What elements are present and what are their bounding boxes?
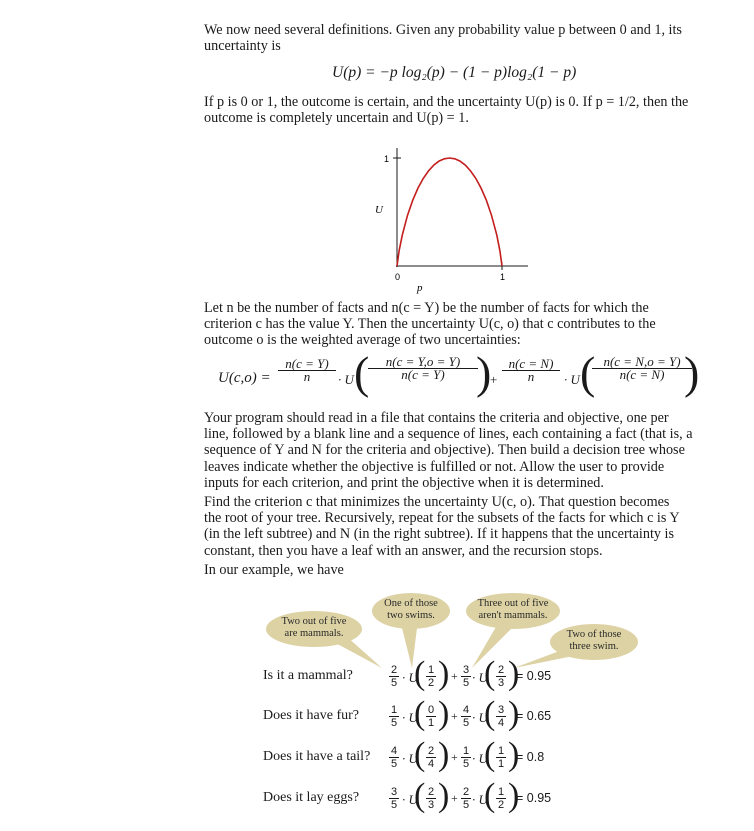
dot-u: · U [402,751,418,766]
uncertainty-formula: U(p) = −p log₂(p) − (1 − p)log₂(1 − p) [332,64,577,81]
recursion-line-3: (in the left subtree) and N (in the right subtree). If it happens that the uncertainty is [204,526,675,543]
inner-fraction-a-num: 2 [427,786,435,798]
weight-fraction-a-num: 4 [390,745,398,757]
certainty-line-1: If p is 0 or 1, the outcome is certain, and the uncertainty U(p) is 0. If p = 1/2, then the [204,94,689,110]
weight-fraction-a-den: 5 [390,758,398,770]
program-line-5: inputs for each criterion, and print the objective when it is determined. [204,474,604,491]
program-line-2: line, followed by a blank line and a sequence of lines, each containing a fact (that is, a [204,426,693,443]
weight-fraction-a [389,786,399,811]
weight-fraction-b-den: 5 [462,717,470,729]
rparen: ) [438,655,450,692]
weight-fraction-b-num: 2 [462,786,470,798]
weight-2-num: n(c = N) [508,356,554,371]
example-intro: In our example, we have [204,562,344,578]
weight-fraction-a-den: 5 [390,717,398,729]
weight-fraction-a-den: 5 [390,799,398,811]
formula-lhs: U(c,o) = [218,370,271,386]
weight-fraction-b [461,664,471,689]
callout-b3-line2: aren't mammals. [478,610,548,621]
lparen: ( [484,777,496,814]
weight-fraction-b [461,786,471,811]
plus-sign: + [451,709,458,723]
inner-fraction-b [496,704,506,729]
inner-fraction-b-den: 3 [497,677,505,689]
lparen: ( [484,655,496,692]
dot-u: · U [472,792,488,807]
definition-line-1: Let n be the number of facts and n(c = Y) be the number of facts for which the [204,300,649,316]
inner-fraction-a-den: 1 [427,717,435,729]
lparen: ( [414,655,426,692]
program-line-4: leaves indicate whether the objective is fulfilled or not. Allow the user to provide [204,458,665,475]
inner-fraction-a-num: 0 [427,704,435,716]
recursion-line-1: Find the criterion c that minimizes the uncertainty U(c, o). That question becomes [204,494,670,510]
question-text: Does it have a tail? [263,749,371,764]
weight-fraction-a [389,664,399,689]
intro-line-2: uncertainty is [204,38,281,55]
plus-sign: + [451,791,458,805]
weight-fraction-b-den: 5 [462,758,470,770]
inner-fraction-a [426,704,436,729]
inner-2-den: n(c = N) [619,367,665,382]
dot-u: · U [472,751,488,766]
inner-fraction-b-num: 1 [497,745,505,757]
inner-fraction-a-num: 1 [427,664,435,676]
result-value: = 0.95 [516,669,552,683]
callout-two-of-those [550,624,638,660]
callout-b1-line1: Two out of five [281,616,347,627]
weight-fraction-a-num: 2 [390,664,398,676]
dot-u: · U [402,710,418,725]
weight-1-den: n [303,369,311,384]
dot-u: · U [472,670,488,685]
weight-2-den: n [527,369,535,384]
intro-line-1: We now need several definitions. Given any probability value p between 0 and 1, its [204,22,682,38]
inner-fraction-a-den: 4 [427,758,435,770]
weight-fraction-a-num: 3 [390,786,398,798]
callout-three-out-of-five [466,593,560,629]
callout-b2-line2: two swims. [387,610,435,621]
rparen-1: ) [476,347,492,398]
weight-fraction-a-den: 5 [390,677,398,689]
program-line-3: sequence of Y and N for the criteria and objective). Then build a decision tree whose [204,442,685,459]
callout-b1-line2: are mammals. [284,628,344,639]
result-value: = 0.8 [516,750,545,764]
callout-b4-line2: three swim. [569,641,619,652]
lparen: ( [414,695,426,732]
callout-one-of-those [372,593,450,629]
weight-fraction-b [461,745,471,770]
inner-fraction-b-num: 2 [497,664,505,676]
rparen: ) [438,736,450,773]
callout-b4-line1: Two of those [566,629,622,640]
inner-fraction-a-den: 2 [427,677,435,689]
rparen: ) [508,777,520,814]
plus-sign: + [451,750,458,764]
weight-1-num: n(c = Y) [285,356,329,371]
weight-fraction-a-num: 1 [390,704,398,716]
inner-fraction-a [426,664,436,689]
question-text: Does it lay eggs? [263,790,360,805]
dot-u-1: · U [338,372,354,387]
weight-fraction-b-num: 4 [462,704,470,716]
certainty-line-2: outcome is completely uncertain and U(p) = 1. [204,110,469,127]
definition-line-2: criterion c has the value Y. Then the uncertainty U(c, o) that c contributes to the [204,316,656,333]
dot-u: · U [402,670,418,685]
callout-two-out-of-five [266,611,362,647]
callout-b2-line1: One of those [384,598,438,609]
inner-fraction-b-den: 2 [497,799,505,811]
rparen: ) [508,655,520,692]
inner-fraction-a-num: 2 [427,745,435,757]
dot-u: · U [472,710,488,725]
program-line-1: Your program should read in a file that contains the criteria and objective, one per [204,410,669,426]
recursion-line-4: constant, then you have a leaf with an answer, and the recursion stops. [204,542,603,559]
weight-fraction-b-num: 1 [462,745,470,757]
inner-fraction-b-num: 1 [497,786,505,798]
weight-fraction-b-den: 5 [462,799,470,811]
rparen-2: ) [684,347,700,398]
inner-fraction-b [496,786,506,811]
recursion-line-2: the root of your tree. Recursively, repeat for the subsets of the facts for which c is Y [204,510,680,527]
inner-fraction-a-den: 3 [427,799,435,811]
y-axis-label: U [375,204,383,216]
lparen: ( [484,736,496,773]
dot-u: · U [402,792,418,807]
weight-fraction-b-num: 3 [462,664,470,676]
inner-fraction-b-den: 4 [497,717,505,729]
inner-fraction-a [426,745,436,770]
plus-sign: + [490,372,498,387]
dot-u-2: · U [564,372,580,387]
inner-fraction-a [426,786,436,811]
inner-fraction-b-num: 3 [497,704,505,716]
x-tick-label-0: 0 [395,272,401,282]
inner-2-num: n(c = N,o = Y) [603,354,681,369]
lparen-2: ( [580,347,596,398]
x-tick-label-1: 1 [500,272,506,282]
weight-fraction-a [389,745,399,770]
result-value: = 0.95 [516,791,552,805]
rparen: ) [508,736,520,773]
lparen: ( [414,777,426,814]
rparen: ) [508,695,520,732]
inner-1-num: n(c = Y,o = Y) [385,354,461,369]
weight-fraction-b-den: 5 [462,677,470,689]
definition-line-3: outcome o is the weighted average of two uncertainties: [204,332,521,349]
result-value: = 0.65 [516,709,552,723]
weight-fraction-b [461,704,471,729]
lparen-1: ( [354,347,370,398]
inner-fraction-b [496,664,506,689]
lparen: ( [414,736,426,773]
y-tick-label: 1 [384,154,390,164]
weight-fraction-a [389,704,399,729]
lparen: ( [484,695,496,732]
question-text: Does it have fur? [263,708,360,723]
x-axis-label: p [417,282,423,294]
rparen: ) [438,777,450,814]
question-text: Is it a mammal? [263,668,353,683]
rparen: ) [438,695,450,732]
plus-sign: + [451,669,458,683]
inner-fraction-b [496,745,506,770]
callout-b3-line1: Three out of five [477,598,549,609]
inner-fraction-b-den: 1 [497,758,505,770]
inner-1-den: n(c = Y) [401,367,445,382]
